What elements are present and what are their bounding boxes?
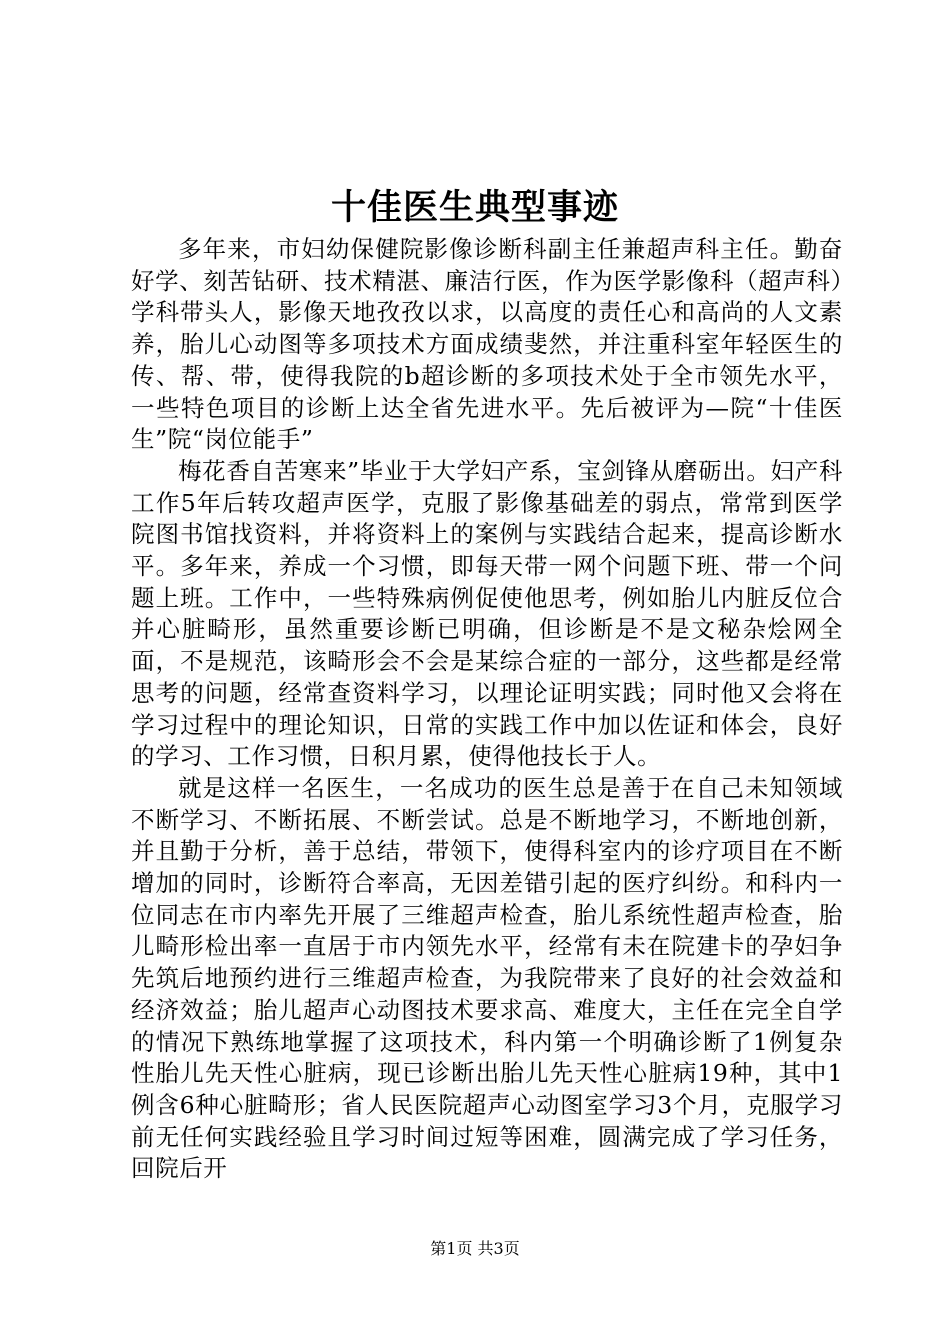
document-title: 十佳医生典型事迹 <box>330 187 619 228</box>
paragraph-1: 多年来，市妇幼保健院影像诊断科副主任兼超声科主任。勤奋好学、刻苦钻研、技术精湛、廉洁行医，作为医学影像科（超声科）学科带头人，影像天地孜孜以求，以高度的责任心和高尚的人文素养，胎儿心动图等多项技术方面成绩斐然，并注重科室年轻医生的传、帮、带，使得我院的b超诊断的多项技术处于全市领先水平，一些特色项目的诊断上达全省先进水平。先后被评为—院“十佳医生”院“岗位能手” <box>131 235 843 454</box>
paragraph-3: 就是这样一名医生，一名成功的医生总是善于在自己未知领域不断学习、不断拓展、不断尝试。总是不断地学习，不断地创新，并且勤于分析，善于总结，带领下，使得科室内的诊疗项目在不断增加的同时，诊断符合率高，无因差错引起的医疗纠纷。和科内一位同志在市内率先开展了三维超声检查，胎儿系统性超声检查，胎儿畸形检出率一直居于市内领先水平，经常有未在院建卡的孕妇争先筑后地预约进行三维超声检查，为我院带来了良好的社会效益和经济效益；胎儿超声心动图技术要求高、难度大，主任在完全自学的情况下熟练地掌握了这项技术，科内第一个明确诊断了1例复杂性胎儿先天性心脏病，现已诊断出胎儿先天性心脏病19种，其中1例含6种心脏畸形；省人民医院超声心动图室学习3个月，克服学习前无任何实践经验且学习时间过短等困难，圆满完成了学习任务，回院后开 <box>131 773 843 1183</box>
paragraph-2: 梅花香自苦寒来”毕业于大学妇产系，宝剑锋从磨砺出。妇产科工作5年后转攻超声医学，克服了影像基础差的弱点，常常到医学院图书馆找资料，并将资料上的案例与实践结合起来，提高诊断水平。多年来，养成一个习惯，即每天带一网个问题下班、带一个问题上班。工作中，一些特殊病例促使他思考，例如胎儿内脏反位合并心脏畸形，虽然重要诊断已明确，但诊断是不是文秘杂烩网全面，不是规范，该畸形会不会是某综合症的一部分，这些都是经常思考的问题，经常查资料学习，以理论证明实践；同时他又会将在学习过程中的理论知识，日常的实践工作中加以佐证和体会，良好的学习、工作习惯，日积月累，使得他技长于人。 <box>131 456 843 771</box>
document-body <box>131 234 843 1185</box>
page-number-footer: 第1页 共3页 <box>430 1239 520 1258</box>
